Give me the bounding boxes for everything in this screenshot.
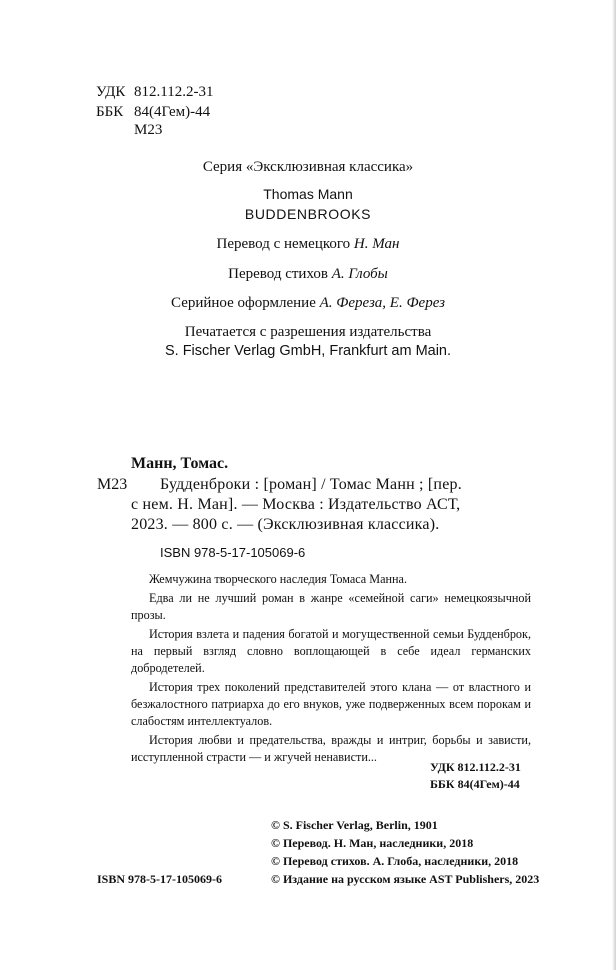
author-original: Thomas Mann [263, 186, 353, 202]
copyright-isbn: ISBN 978-5-17-105069-6 [97, 872, 222, 886]
annotation-paragraph: История любви и предательства, вражды и интриг, борьбы и зависти, исступленной страсти — и жгучей ненависти... [131, 733, 531, 764]
right-udk: УДК 812.112.2-31 [430, 760, 521, 774]
design-line [0, 295, 616, 312]
annotation [131, 571, 531, 768]
udk-value: 812.112.2-31 [134, 84, 214, 100]
annotation-paragraph: Едва ли не лучший роман в жанре «семейной саги» немецкоязычной прозы. [131, 591, 531, 622]
permission-line-2: S. Fischer Verlag GmbH, Frankfurt am Main. [164, 343, 452, 359]
poems-translator-name: А. Глобы [331, 266, 388, 282]
permission-line-1: Печатается с разрешения издательства [184, 324, 432, 340]
copyright-line: © S. Fischer Verlag, Berlin, 1901 [271, 818, 438, 832]
poems-line [0, 266, 616, 283]
card-isbn: ISBN 978-5-17-105069-6 [160, 545, 306, 560]
udk-row [96, 84, 213, 101]
copyright-line: © Перевод. Н. Ман, наследники, 2018 [271, 836, 474, 850]
annotation-paragraph: История взлета и падения богатой и могущественной семьи Будденброк, на первый взгляд словно воплощающей в себе идеал германских добродетелей. [131, 627, 531, 675]
series-line: Серия «Эксклюзивная классика» [202, 159, 414, 175]
right-bbk: ББК 84(4Гем)-44 [430, 777, 520, 791]
card-author-heading: Манн, Томас. [131, 455, 229, 472]
translator-name: Н. Ман [353, 236, 400, 252]
card-desc-line-2: с нем. Н. Ман]. — Москва : Издательство АСТ, [131, 496, 461, 513]
card-desc-line-1: Будденброки : [роман] / Томас Манн ; [пер. [160, 476, 462, 493]
design-prefix: Серийное оформление [171, 295, 320, 311]
author-mark: М23 [134, 122, 163, 138]
copyright-line: © Издание на русском языке AST Publishers, 2023 [271, 872, 540, 886]
bbk-row [96, 104, 210, 121]
copyright-line: © Перевод стихов. А. Глоба, наследники, 2018 [271, 854, 519, 868]
udk-label: УДК [96, 84, 126, 100]
translation-prefix: Перевод с немецкого [216, 236, 354, 252]
annotation-paragraph: История трех поколений представителей этого клана — от властного и безжалостного патриарха до его внуков, уже подверженных всем порокам и слабостям интеллектуалов. [131, 680, 531, 728]
title-original: BUDDENBROOKS [244, 206, 372, 222]
translation-line [0, 236, 616, 253]
annotation-paragraph: Жемчужина творческого наследия Томаса Манна. [149, 572, 408, 586]
designer-names: А. Фереза, Е. Ферез [319, 295, 445, 311]
bbk-label: ББК [96, 104, 124, 120]
poems-prefix: Перевод стихов [228, 266, 332, 282]
card-code: М23 [97, 476, 128, 493]
page-edge [612, 0, 616, 970]
card-desc-line-3: 2023. — 800 с. — (Эксклюзивная классика). [131, 516, 440, 533]
bbk-value: 84(4Гем)-44 [134, 104, 211, 120]
